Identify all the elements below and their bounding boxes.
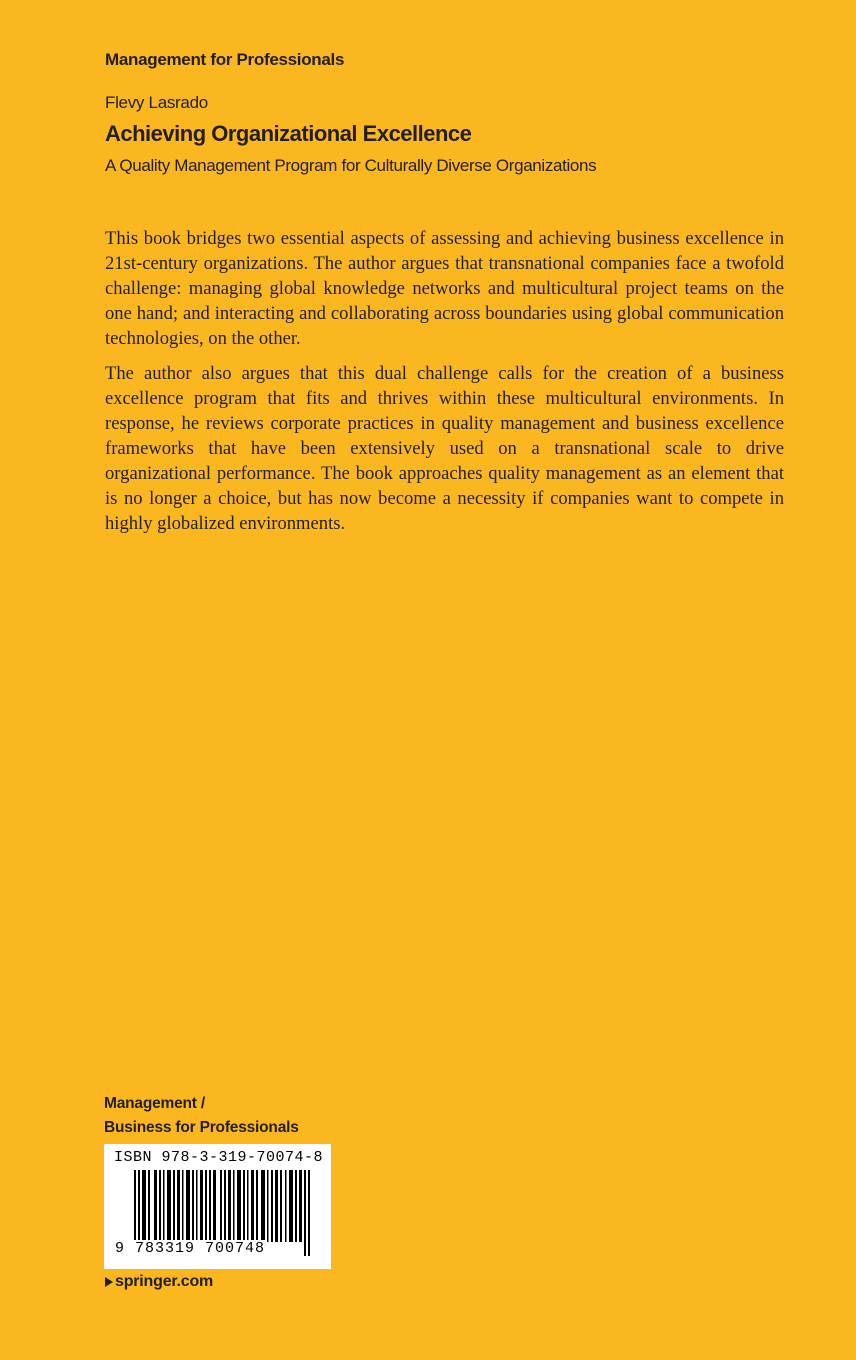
book-title: Achieving Organizational Excellence: [105, 121, 472, 146]
isbn-label: ISBN 978-3-319-70074-8: [114, 1149, 324, 1166]
series-name: Management for Professionals: [105, 50, 345, 69]
blurb-paragraph-2: The author also argues that this dual challenge calls for the creation of a business excellence program that fits and thrives within these multicultural environments. In response, he reviews corporate practices in quality management and business excellence frameworks that have been extensively used on a transnational scale to drive organizational performance. The book approaches quality management as an element that is no longer a choice, but has now become a necessity if companies want to compete in highly globalized environments.: [105, 363, 784, 534]
blurb: [105, 226, 784, 546]
barcode-digit-first: 9: [115, 1240, 126, 1257]
book-subtitle: A Quality Management Program for Culturally Diverse Organizations: [105, 156, 597, 175]
barcode-digits-rest: 783319 700748: [135, 1240, 266, 1257]
category-line-2: Business for Professionals: [104, 1119, 299, 1136]
author-name: Flevy Lasrado: [105, 93, 208, 112]
publisher-url: springer.com: [115, 1273, 214, 1290]
isbn-barcode: [104, 1144, 331, 1269]
category: [104, 1092, 299, 1140]
blurb-paragraph-1: This book bridges two essential aspects of assessing and achieving business excellence in 21st-century organizations. The author argues that transnational companies face a twofold challenge: managing global knowledge networks and multicultural project teams on the one hand; and interacting and collaborating across boundaries using global communication technologies, on the other.: [105, 228, 784, 349]
category-line-1: Management /: [104, 1095, 205, 1112]
publisher-link[interactable]: [105, 1273, 213, 1291]
play-arrow-icon: [105, 1277, 113, 1287]
